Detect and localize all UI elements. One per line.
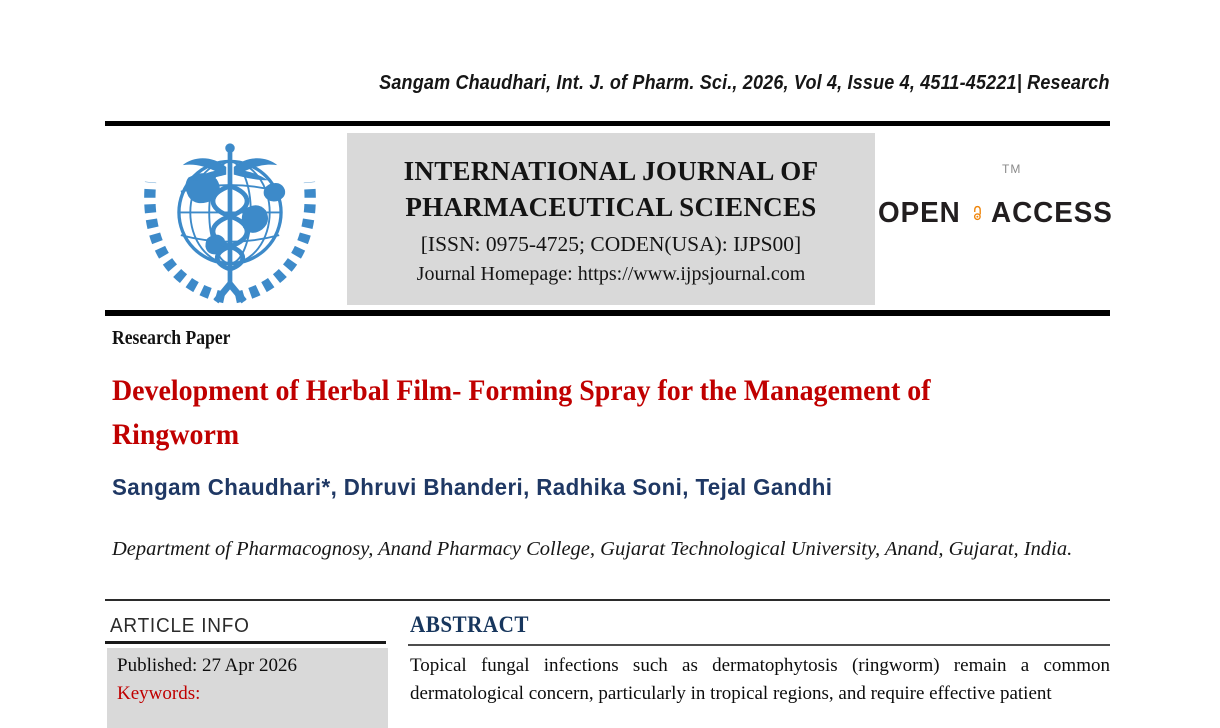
paper-title-line1: Development of Herbal Film- Forming Spray for the Management of <box>112 374 931 407</box>
open-padlock-icon <box>973 161 982 265</box>
published-date: Published: 27 Apr 2026 <box>117 655 297 676</box>
article-info-underline <box>105 641 386 644</box>
trademark-label: TM <box>1002 162 1022 176</box>
top-rule <box>105 121 1110 126</box>
open-access-word-access: ACCESS <box>991 196 1113 229</box>
journal-title-line2: PHARMACEUTICAL SCIENCES <box>405 191 817 222</box>
abstract-underline <box>408 644 1110 646</box>
paper-title <box>112 369 931 457</box>
masthead-panel <box>347 133 875 305</box>
article-info-panel <box>107 648 388 728</box>
authors-line: Sangam Chaudhari*, Dhruvi Bhanderi, Radhika Soni, Tejal Gandhi <box>112 474 833 500</box>
columns-top-rule <box>105 599 1110 601</box>
open-access-badge <box>878 160 1118 266</box>
issn-coden-line: [ISSN: 0975-4725; CODEN(USA): IJPS00] <box>420 231 802 256</box>
paper-title-line2: Ringworm <box>112 418 240 451</box>
journal-logo <box>126 134 334 306</box>
abstract-heading: ABSTRACT <box>410 612 529 637</box>
masthead-bottom-rule <box>105 310 1110 316</box>
journal-title-line1: INTERNATIONAL JOURNAL OF <box>403 155 819 186</box>
running-header: Sangam Chaudhari, Int. J. of Pharm. Sci., 2026, Vol 4, Issue 4, 4511-45221| Research <box>379 72 1110 94</box>
journal-title <box>404 153 819 225</box>
article-info-heading: ARTICLE INFO <box>110 615 250 637</box>
abstract-text: Topical fungal infections such as dermatophytosis (ringworm) remain a common dermatological concern, particularly in tropical regions, and require effective patient <box>410 655 1110 704</box>
paper-kind-label: Research Paper <box>112 327 231 349</box>
journal-homepage-link[interactable]: Journal Homepage: https://www.ijpsjournal.com <box>416 262 806 285</box>
open-access-word-open: OPEN <box>878 196 961 229</box>
keywords-label: Keywords: <box>117 683 201 704</box>
affiliation-line: Department of Pharmacognosy, Anand Pharmacy College, Gujarat Technological University, Anand, Gujarat, India. <box>112 538 1073 560</box>
who-caduceus-globe-icon <box>126 134 334 306</box>
